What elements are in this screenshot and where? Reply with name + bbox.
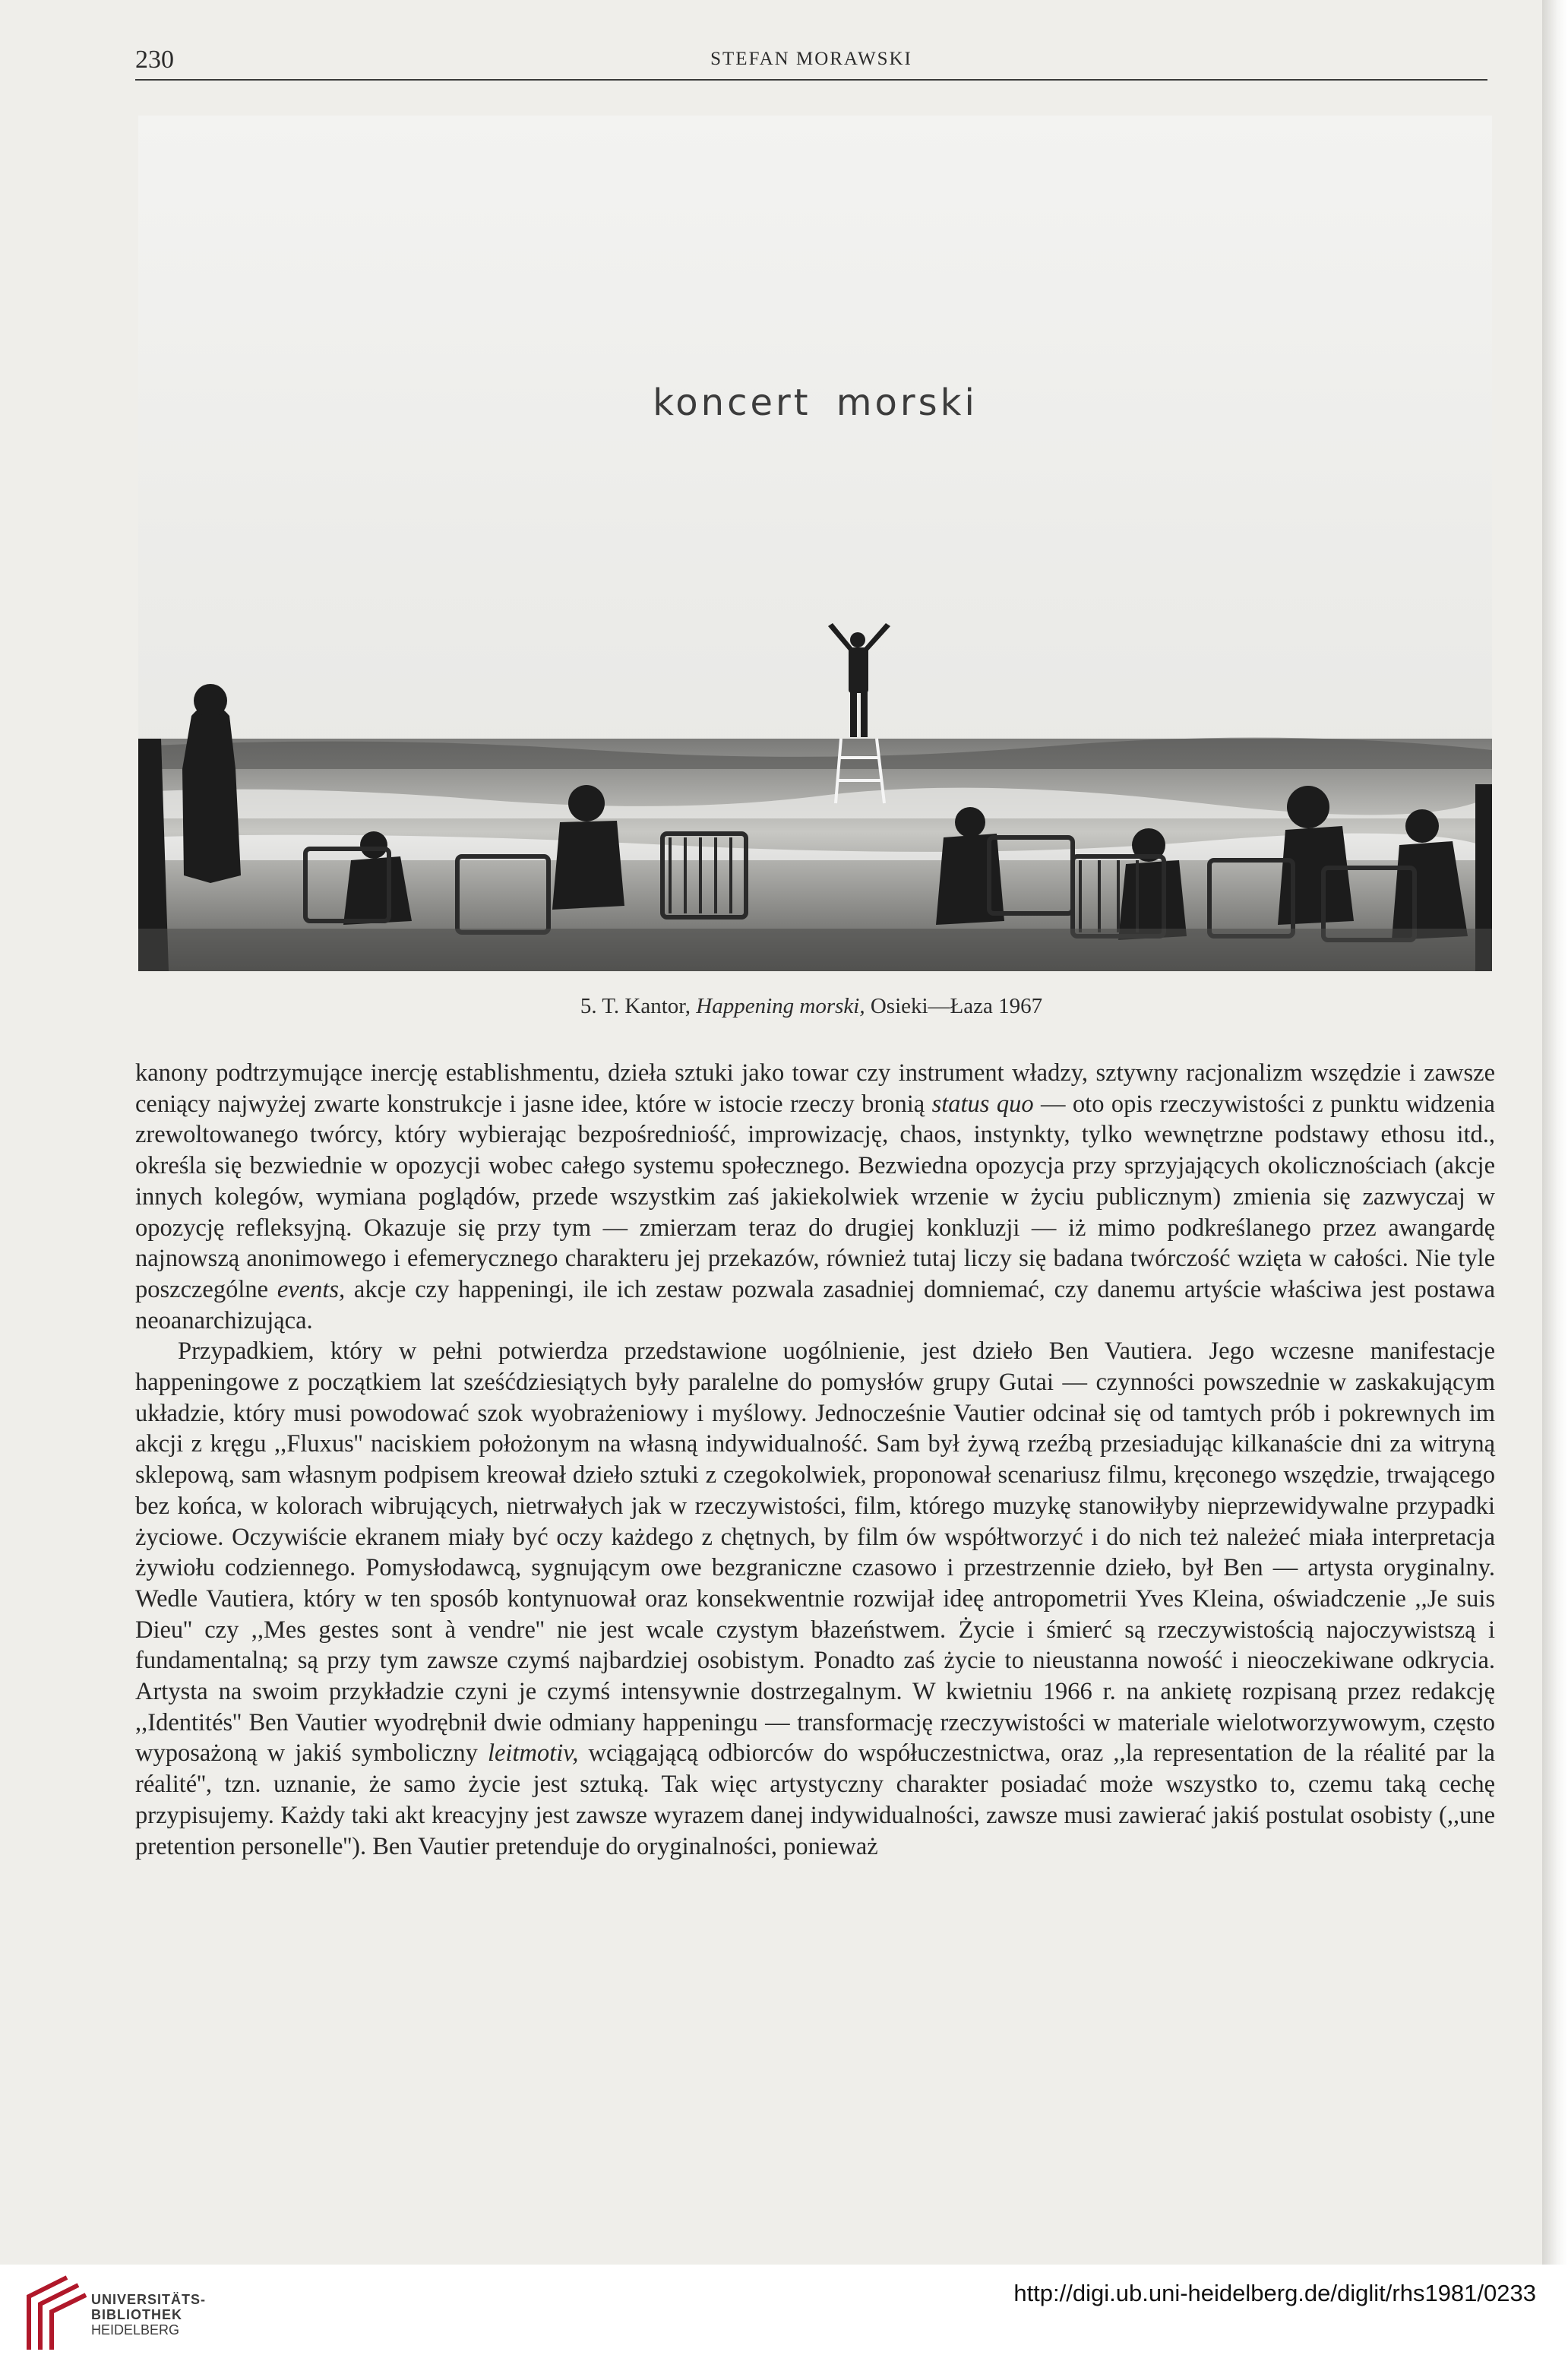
caption-prefix: 5. T. Kantor, — [580, 994, 691, 1018]
text-run: wciągającą odbiorców do współuczestnictwa, oraz ,,la representation de la réalité par la réalité'', tzn. uznanie, że samo życie jest sztuką. Tak więc artystyczny charakter posiadać może wszystko to, czemu taką cechę przypisujemy. Każdy taki akt kreacyjny jest zawsze wyrazem danej indywidualności, zawsze musi zawierać jakiś postulat osobisty (,,une pretention personelle''). Ben Vautier pretenduje do oryginalności, ponieważ — [135, 1739, 1495, 1860]
text-run: Przypadkiem, który w pełni potwierdza przedstawione uogólnienie, jest dzieło Ben Vautiera. Jego wczesne manifestacje happeningowe z początkiem lat sześćdziesiątych były paralelne do pomysłów grupy Gutai — czynności powszednie w zaskakującym układzie, który musi powodować szok wyobrażeniowy i myślowy. Jednocześnie Vautier odcinał się od tamtych prób i pokrewnych im akcji z kręgu ,,Fluxus'' naciskiem położonym na własną indywidualność. Sam był żywą rzeźbą przesiadując kilkanaście dni za witryną sklepową, sam własnym podpisem kreował dzieło sztuki z czegokolwiek, proponował scenariusz filmu, kręconego wszędzie, trwającego bez końca, w kolorach wibrujących, nietrwałych jak w rzeczywistości, film, którego muzykę stanowiłyby nieprzewidywalne przypadki życiowe. Oczywiście ekranem miały być oczy każdego z chętnych, by film ów współtworzyć i do nich też należeć miała interpretacja żywiołu codziennego. Pomysłodawcą, sygnującym owe bezgraniczne czasowo i przestrzennie dzieło, był Ben — artysta oryginalny. Wedle Vautiera, który w ten sposób kontynuował oraz konsekwentnie rozwijał ideę antropometrii Yves Kleina, oświadczenie ,,Je suis Dieu'' czy ,,Mes gestes sont à vendre'' nie jest wcale czystym błazeństwem. Życie i śmierć są rzeczywistością najoczywistszą i fundamentalną; są przy tym zawsze czymś najbardziej osobistym. Ponadto zaś życie to nieustanna nowość i nieoczekiwane odkrycia. Artysta na swoim przykładzie czyni je czymś intensywnie dostrzegalnym. W kwietniu 1966 r. na ankietę rozpisaną przez redakcję ,,Identités'' Ben Vautier wyodrębnił dwie odmiany happeningu — transformację rzeczywistości w materiale wielotworzywowym, często wyposażoną w jakiś symboliczny — [135, 1337, 1495, 1768]
library-name-line: HEIDELBERG — [91, 2322, 180, 2338]
page-header — [135, 44, 1487, 81]
italic-run: events, — [277, 1275, 346, 1303]
paragraph-2 — [135, 1336, 1495, 1862]
italic-run: status quo — [931, 1090, 1034, 1118]
photo-title-text: koncert morski — [653, 381, 978, 424]
page-number: 230 — [135, 46, 174, 74]
text-run: akcje czy happeningi, ile ich zestaw pozwala zasadniej domniemać, czy danemu artyście właściwa jest postawa neoanarchizująca. — [135, 1275, 1495, 1334]
footer-bar — [0, 2265, 1568, 2374]
text-run: — oto opis rzeczywistości z punktu widzenia zrewoltowanego twórcy, który wybierając bezpośredniość, improwizację, chaos, instynkty, tylko wewnętrzne podstawy ethosu itd., określa się bezwiednie w opozycji wobec całego systemu społecznego. Bezwiedna opozycja przy sprzyjających okolicznościach (akcje innych kolegów, wymiana poglądów, przede wszystkim zaś jakiekolwiek wrzenie w życiu publicznym) zmienia się zazwyczaj w opozycję refleksyjną. Okazuje się przy tym — zmierzam teraz do drugiej konkluzji — iż mimo podkreślanego przez awangardę najnowszą anonimowego i efemerycznego charakteru jej przekazów, również tutaj liczy się badana twórczość wzięta w całości. Nie tyle poszczególne — [135, 1090, 1495, 1303]
italic-run: leitmotiv, — [487, 1739, 579, 1768]
library-name-line: UNIVERSITÄTS- — [91, 2292, 207, 2307]
page-edge-shadow — [1542, 0, 1568, 2265]
library-logo-icon — [21, 2274, 90, 2357]
caption-title: Happening morski, — [696, 994, 865, 1018]
paragraph-1 — [135, 1058, 1495, 1336]
photo-scene — [138, 116, 1492, 971]
caption-suffix: Osieki—Łaza 1967 — [870, 994, 1043, 1018]
source-url-link[interactable]: http://digi.ub.uni-heidelberg.de/diglit/rhs1981/0233 — [1013, 2280, 1536, 2306]
running-head: STEFAN MORAWSKI — [710, 49, 912, 69]
figure-caption — [135, 994, 1487, 1019]
happening-photograph — [138, 116, 1492, 971]
library-name — [91, 2292, 206, 2338]
library-name-line: BIBLIOTHEK — [91, 2307, 182, 2322]
body-text — [135, 1058, 1495, 1862]
text-run: kanony podtrzymujące inercję establishmentu, dzieła sztuki jako towar czy instrument władzy, sztywny racjonalizm wszędzie i zawsze ceniący najwyżej zwarte konstrukcje i jasne idee, które w istocie rzeczy bronią — [135, 1059, 1495, 1118]
